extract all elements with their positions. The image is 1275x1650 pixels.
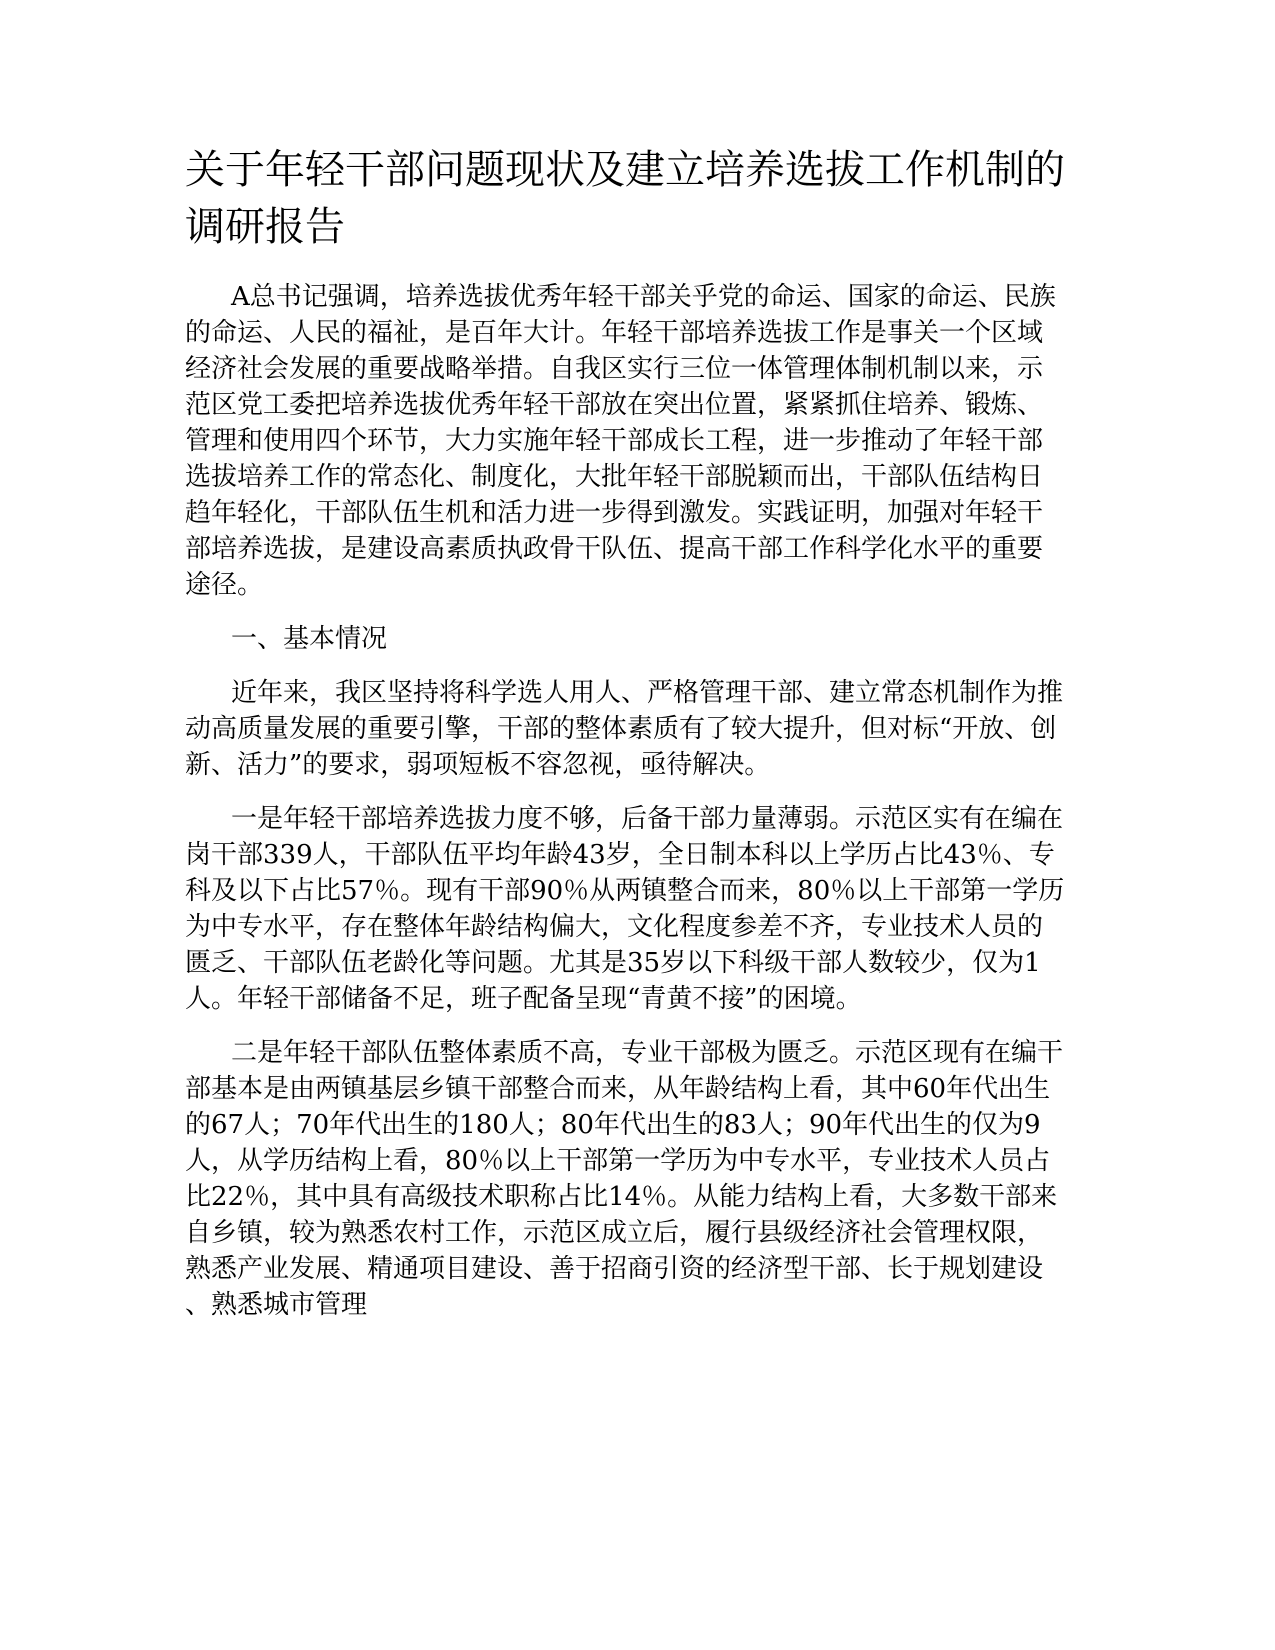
- document-body: [185, 279, 1065, 1323]
- section-heading: 一、基本情况: [231, 624, 388, 654]
- document-title: 关于年轻干部问题现状及建立培养选拔工作机制的调研报告: [185, 147, 1065, 250]
- document-page: [185, 142, 1065, 1341]
- paragraph-intro: A总书记强调，培养选拔优秀年轻干部关乎党的命运、国家的命运、民族的命运、人民的福祉，是百年大计。年轻干部培养选拔工作是事关一个区域经济社会发展的重要战略举措。自我区实行三位一体管理体制机制以来，示范区党工委把培养选拔优秀年轻干部放在突出位置，紧紧抓住培养、锻炼、管理和使用四个环节，大力实施年轻干部成长工程，进一步推动了年轻干部选拔培养工作的常态化、制度化，大批年轻干部脱颖而出，干部队伍结构日趋年轻化，干部队伍生机和活力进一步得到激发。实践证明，加强对年轻干部培养选拔，是建设高素质执政骨干队伍、提高干部工作科学化水平的重要途径。: [185, 282, 1056, 600]
- paragraph-overview: 近年来，我区坚持将科学选人用人、严格管理干部、建立常态机制作为推动高质量发展的重要引擎，干部的整体素质有了较大提升，但对标“开放、创新、活力”的要求，弱项短板不容忽视，亟待解决。: [185, 678, 1064, 780]
- paragraph-point-one: 一是年轻干部培养选拔力度不够，后备干部力量薄弱。示范区实有在编在岗干部339人，干部队伍平均年龄43岁，全日制本科以上学历占比43％、专科及以下占比57％。现有干部90％从两镇整合而来，80％以上干部第一学历为中专水平，存在整体年龄结构偏大，文化程度参差不齐，专业技术人员的匮乏、干部队伍老龄化等问题。尤其是35岁以下科级干部人数较少，仅为1人。年轻干部储备不足，班子配备呈现“青黄不接”的困境。: [185, 804, 1065, 1014]
- paragraph-point-two: 二是年轻干部队伍整体素质不高，专业干部极为匮乏。示范区现有在编干部基本是由两镇基层乡镇干部整合而来，从年龄结构上看，其中60年代出生的67人；70年代出生的180人；80年代出生的83人；90年代出生的仅为9人，从学历结构上看，80％以上干部第一学历为中专水平，专业技术人员占比22％，其中具有高级技术职称占比14％。从能力结构上看，大多数干部来自乡镇，较为熟悉农村工作，示范区成立后，履行县级经济社会管理权限，熟悉产业发展、精通项目建设、善于招商引资的经济型干部、长于规划建设、熟悉城市管理: [185, 1038, 1064, 1320]
